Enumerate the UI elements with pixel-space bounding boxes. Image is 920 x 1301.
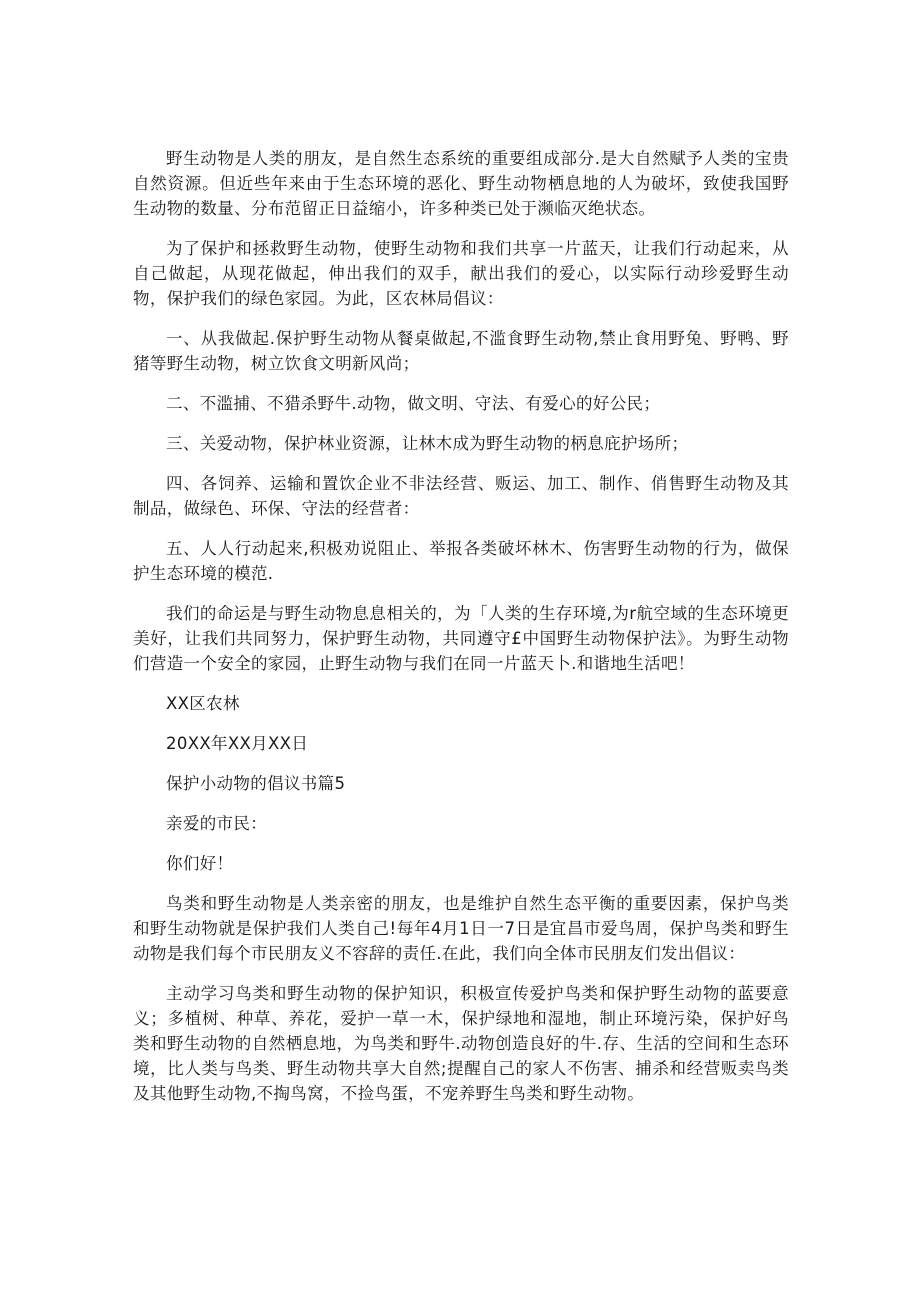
- paragraph-item-5: 五、人人行动起来,积极劝说阻止、举报各类破坏林木、伤害野生动物的行为，做保护生态环境的模范.: [133, 539, 789, 583]
- section-title: 保护小动物的倡议书篇5: [166, 774, 346, 793]
- paragraph-call-to-action: 为了保护和拯救野生动物，使野生动物和我们共享一片蓝天，让我们行动起来，从自己做起，从现花做起，伸出我们的双手，献出我们的爱心，以实际行动珍爱野生动物，保护我们的绿色家园。为此，区农林局倡议：: [133, 239, 789, 308]
- greeting: 你们好！: [166, 854, 234, 873]
- paragraph-item-3: 三、关爱动物，保护林业资源，让林木成为野生动物的柄息庇护场所；: [166, 434, 689, 453]
- paragraph-bird-action: 主动学习鸟类和野生动物的保护知识，积极宣传爱护鸟类和保护野生动物的蓝要意义；多植树、种草、养花，爱护一草一木，保护绿地和湿地，制止环境污染，保护好鸟类和野生动物的自然栖息地，为鸟类和野牛.动物创造良好的牛.存、生活的空间和生态环境，比人类与鸟类、野生动物共享大自然;提醒自己的家人不伤害、捕杀和经营贩卖鸟类及其他野生动物,不掏鸟窝，不捡鸟蛋，不宠养野生鸟类和野生动物。: [133, 984, 789, 1103]
- paragraph-conclusion: 我们的命运是与野生动物息息相关的，为「人类的生存环境,为r航空域的生态环境更美好，让我们共同努力，保护野生动物，共同遵守£中国野生动物保护法》。为野生动物们营造一个安全的家园，止野生动物与我们在同一片蓝天卜.和谐地生活吧！: [133, 604, 789, 673]
- signature-organization: XX区农林: [166, 694, 240, 713]
- document-body: [133, 146, 789, 1106]
- paragraph-intro: 野生动物是人类的朋友，是自然生态系统的重要组成部分.是大自然赋予人类的宝贵自然资源。但近些年来由于生态环境的恶化、野生动物栖息地的人为破坏，致使我国野生动物的数量、分布范留正日益缩小，许多种类已处于濒临灭绝状态。: [133, 149, 789, 218]
- paragraph-item-1: 一、从我做起.保护野生动物从餐桌做起,不滥食野生动物,禁止食用野兔、野鸭、野猪等野生动物，树立饮食文明新风尚；: [133, 329, 789, 373]
- salutation: 亲爱的市民：: [166, 814, 268, 833]
- signature-date: 20XX年XX月XX日: [166, 734, 309, 753]
- paragraph-item-2: 二、不滥捕、不猎杀野牛.动物，做文明、守法、有爱心的好公民；: [166, 394, 661, 413]
- paragraph-bird-intro: 鸟类和野生动物是人类亲密的朋友，也是维护自然生态平衡的重要因素，保护鸟类和野生动物就是保护我们人类自己!每年4月1日一7日是宜昌市爱鸟周，保护鸟类和野生动物是我们每个市民朋友义不容辞的责任.在此，我们向全体市民朋友们发出倡议：: [133, 894, 789, 963]
- paragraph-item-4: 四、各饲养、运输和置饮企业不非法经营、贩运、加工、制作、俏售野生动物及其制品，做绿色、环保、守法的经营者：: [133, 474, 789, 518]
